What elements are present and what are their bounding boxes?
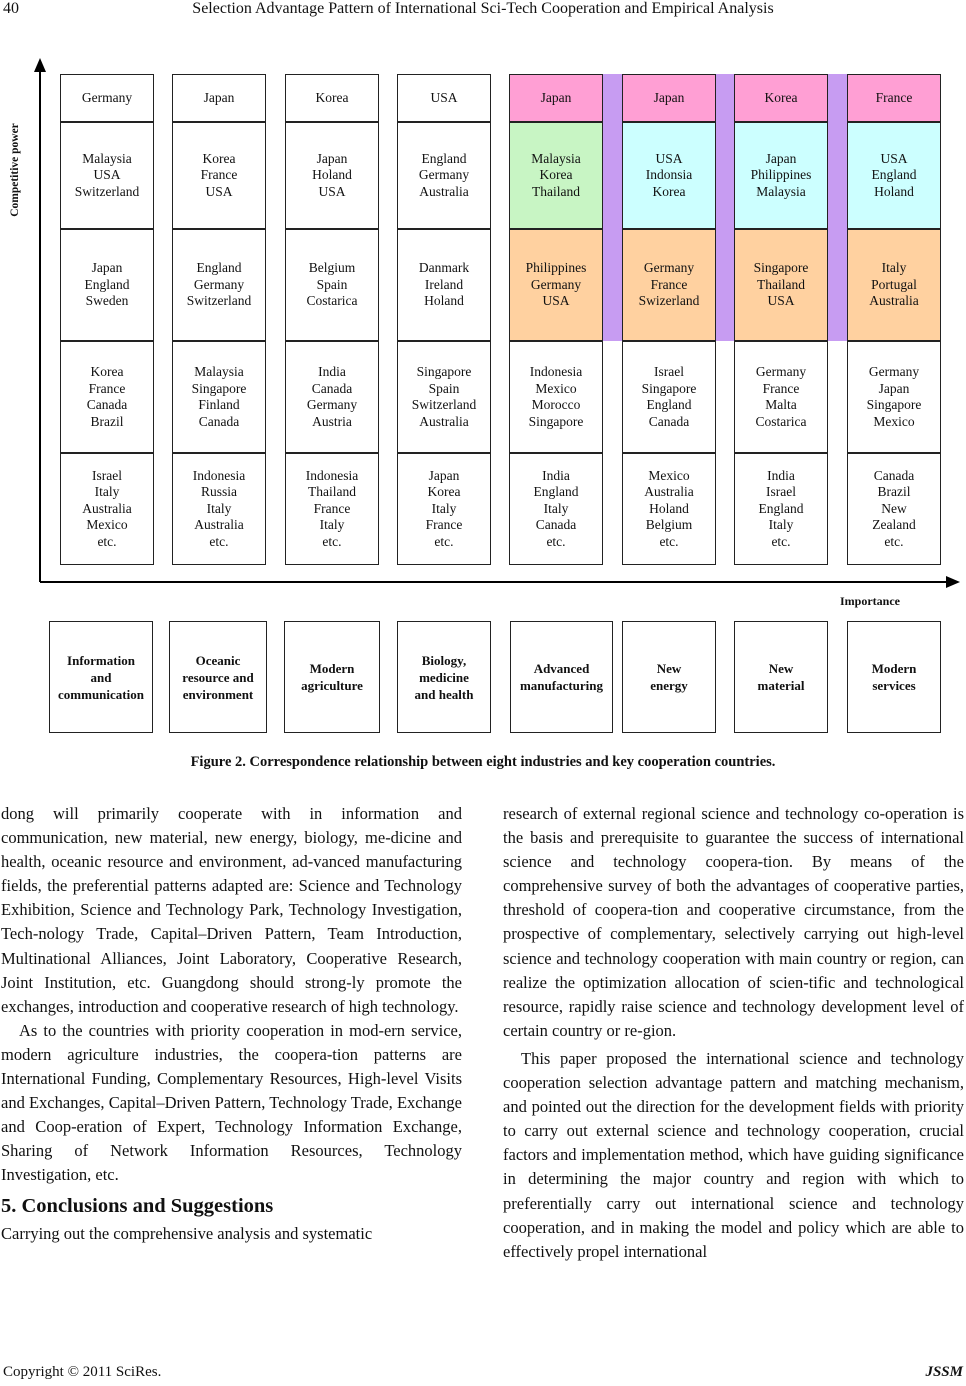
country-cell: Israel Singapore England Canada <box>622 341 716 453</box>
country-cell: Japan Korea Italy France etc. <box>397 453 491 565</box>
figure-caption: Figure 2. Correspondence relationship between eight industries and key cooperation countries. <box>190 754 776 770</box>
industry-box: Advanced manufacturing <box>510 621 613 733</box>
connector-bar <box>716 74 734 341</box>
industry-box: Oceanic resource and environment <box>169 621 267 733</box>
country-cell: Malaysia USA Switzerland <box>60 122 154 229</box>
industry-box: New energy <box>622 621 716 733</box>
paragraph: dong will primarily cooperate with in information and communication, new material, new energy, biology, me-dicine and health, oceanic resource and environment, ad-vanced manufacturing fields, the preferential patterns adapted are: Science and Technology Exhibition, Science and Technology Park, Technology Investigation, Tech-nology Trade, Capital–Driven Pattern, Team Introduction, Multinational Alliances, Joint Laboratory, Cooperative Research, Joint Institution, etc. Guangdong should strong-ly promote the exchanges, introduction and cooperative research of high technology. <box>1 804 462 1016</box>
country-cell: Germany Japan Singapore Mexico <box>847 341 941 453</box>
country-cell: India England Italy Canada etc. <box>509 453 603 565</box>
industry-box: Modern agriculture <box>284 621 380 733</box>
industry-box: Modern services <box>847 621 941 733</box>
country-cell: USA England Holand <box>847 122 941 229</box>
country-cell: England Germany Australia <box>397 122 491 229</box>
country-cell: Germany <box>60 74 154 122</box>
country-cell: Japan <box>509 74 603 122</box>
country-cell: Philippines Germany USA <box>509 229 603 341</box>
country-cell: Japan <box>172 74 266 122</box>
x-axis-label: Importance <box>840 594 900 608</box>
country-cell: Mexico Australia Holand Belgium etc. <box>622 453 716 565</box>
country-cell: Singapore Thailand USA <box>734 229 828 341</box>
industry-box: Biology, medicine and health <box>397 621 491 733</box>
country-cell: Indonesia Russia Italy Australia etc. <box>172 453 266 565</box>
country-cell: Japan Philippines Malaysia <box>734 122 828 229</box>
paragraph: As to the countries with priority cooperation in mod-ern service, modern agriculture industries, the coopera-tion patterns are International Funding, Complementary Resources, High-level Visits and Exchanges, Capital–Driven Pattern, Technology Trade, Exchange and Coop-eration of Expert, Technology Information Exchange, Sharing of Network Information Resources, Technology Investigation, etc. <box>1 1020 462 1185</box>
country-cell: Germany France Malta Costarica <box>734 341 828 453</box>
country-cell: Indonesia Thailand France Italy etc. <box>285 453 379 565</box>
page-number: 40 <box>3 0 19 17</box>
country-cell: Italy Portugal Australia <box>847 229 941 341</box>
country-cell: India Canada Germany Austria <box>285 341 379 453</box>
country-cell: Korea France USA <box>172 122 266 229</box>
y-axis-label: Competitive power <box>9 123 21 217</box>
x-axis-arrow-icon <box>946 576 960 588</box>
running-header-title: Selection Advantage Pattern of International Sci-Tech Cooperation and Empirical Analysis <box>192 0 774 17</box>
country-cell: Korea <box>734 74 828 122</box>
journal-footer: JSSM <box>925 1364 963 1380</box>
country-cell: Korea <box>285 74 379 122</box>
country-cell: USA <box>397 74 491 122</box>
left-text-column <box>1 802 462 1246</box>
country-cell: Malaysia Korea Thailand <box>509 122 603 229</box>
country-cell: England Germany Switzerland <box>172 229 266 341</box>
country-cell: India Israel England Italy etc. <box>734 453 828 565</box>
country-cell: Malaysia Singapore Finland Canada <box>172 341 266 453</box>
country-cell: Japan Holand USA <box>285 122 379 229</box>
right-text-column <box>503 802 964 1264</box>
y-axis-arrow-icon <box>34 58 46 72</box>
country-cell: Singapore Spain Switzerland Australia <box>397 341 491 453</box>
copyright-footer: Copyright © 2011 SciRes. <box>3 1364 162 1380</box>
connector-bar <box>828 74 847 341</box>
country-cell: Israel Italy Australia Mexico etc. <box>60 453 154 565</box>
country-cell: Canada Brazil New Zealand etc. <box>847 453 941 565</box>
connector-bar <box>603 74 622 341</box>
section-heading: 5. Conclusions and Suggestions <box>1 1194 274 1217</box>
country-cell: USA Indonsia Korea <box>622 122 716 229</box>
country-cell: Belgium Spain Costarica <box>285 229 379 341</box>
paragraph: research of external regional science and technology co-operation is the basis and prerequisite to guarantee the success of international science and technology coopera-tion. By means of the comprehensive survey of both the advantages of cooperative parties, threshold of coopera-tion and cooperative circumstance, from the prospective of complementary, selectively carrying out high-level science and technology cooperation with main country or region, can realize the optimization allocation of scien-tific and technological resource, rapidly raise science and technology development level of certain country or re-gion. <box>503 804 964 1040</box>
industry-box: Information and communication <box>49 621 153 733</box>
country-cell: France <box>847 74 941 122</box>
paragraph: This paper proposed the international science and technology cooperation selection advantage pattern and matching mechanism, and pointed out the direction for the development fields with priority to carry out external science and technology cooperation, crucial factors and implementation method, which have guiding significance in determining the major country and region with which to preferentially carry out international science and technology cooperation, and in making the model and policy which are able to effectively propel international <box>503 1048 964 1261</box>
paragraph: Carrying out the comprehensive analysis and systematic <box>1 1223 373 1243</box>
industry-box: New material <box>734 621 828 733</box>
country-cell: Japan England Sweden <box>60 229 154 341</box>
country-cell: Indonesia Mexico Morocco Singapore <box>509 341 603 453</box>
country-cell: Korea France Canada Brazil <box>60 341 154 453</box>
country-cell: Germany France Swizerland <box>622 229 716 341</box>
country-cell: Japan <box>622 74 716 122</box>
country-cell: Danmark Ireland Holand <box>397 229 491 341</box>
